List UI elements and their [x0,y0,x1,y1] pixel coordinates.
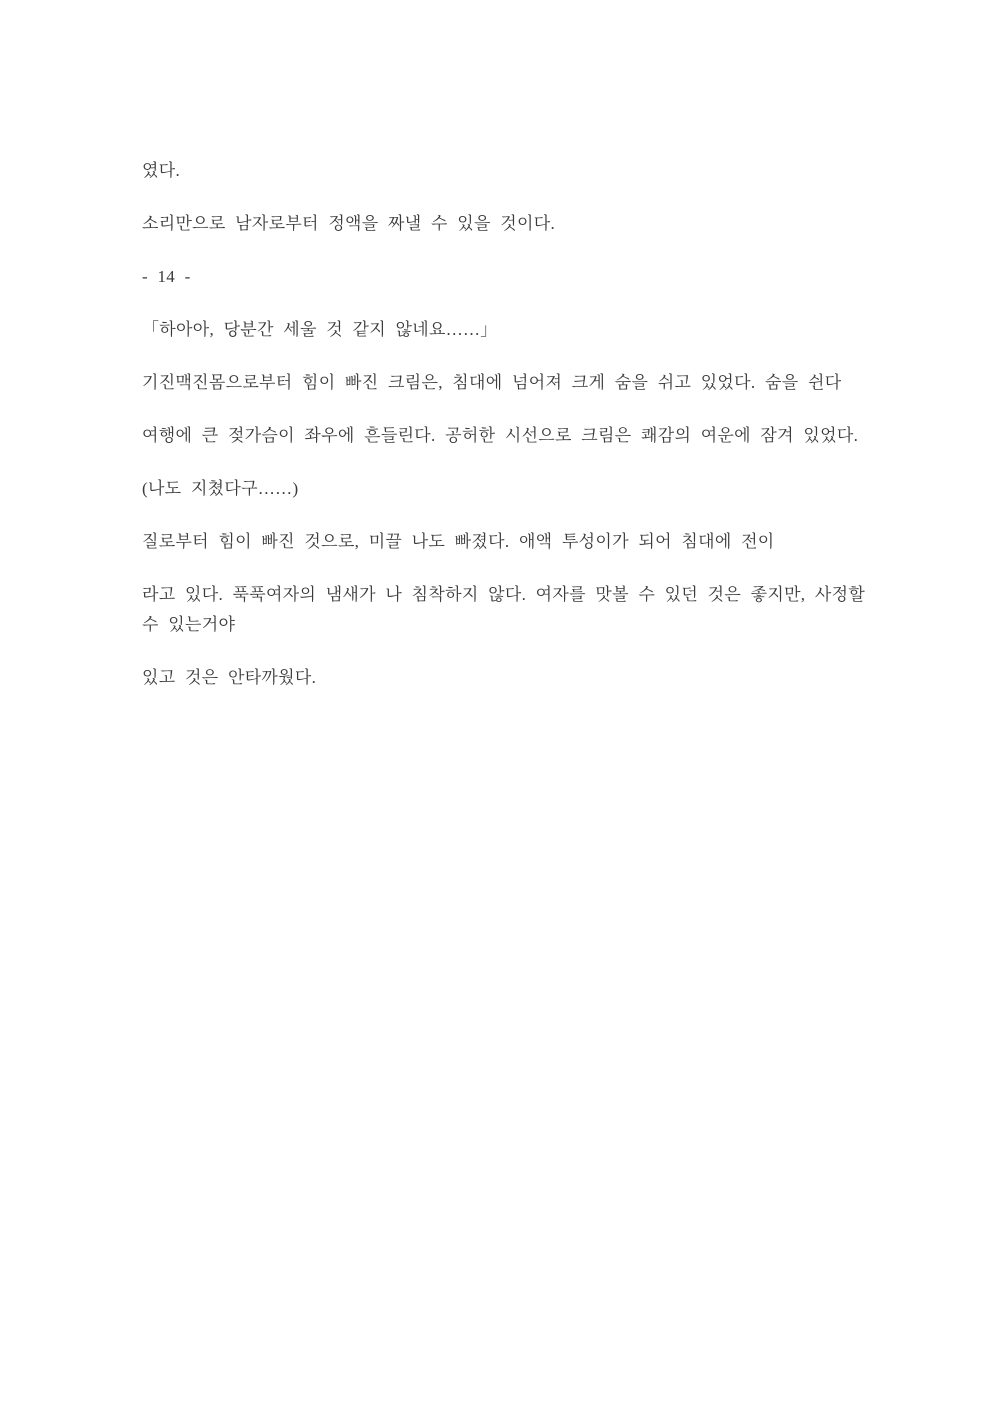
text-line: 소리만으로 남자로부터 정액을 짜낼 수 있을 것이다. [142,214,556,233]
text-line: 라고 있다. 푹푹여자의 냄새가 나 침착하지 않다. 여자를 맛볼 수 있던 것은 좋지만, 사정할 [142,585,866,604]
text-line: 수 있는거야 [142,615,236,634]
thought-line: (나도 지쳤다구……) [142,479,299,498]
page-number: - 14 - [142,267,191,286]
text-line: 여행에 큰 젖가슴이 좌우에 흔들린다. 공허한 시선으로 크림은 쾌감의 여운에 잠겨 있었다. [142,426,859,445]
text-line: 였다. [142,161,180,180]
text-line: 질로부터 힘이 빠진 것으로, 미끌 나도 빠졌다. 애액 투성이가 되어 침대에 전이 [142,532,775,551]
dialogue-line: 「하아아, 당분간 세울 것 같지 않네요……」 [142,320,498,339]
text-line: 기진맥진몸으로부터 힘이 빠진 크림은, 침대에 넘어져 크게 숨을 쉬고 있었다. 숨을 쉰다 [142,373,842,392]
text-line: 있고 것은 안타까웠다. [142,668,317,687]
